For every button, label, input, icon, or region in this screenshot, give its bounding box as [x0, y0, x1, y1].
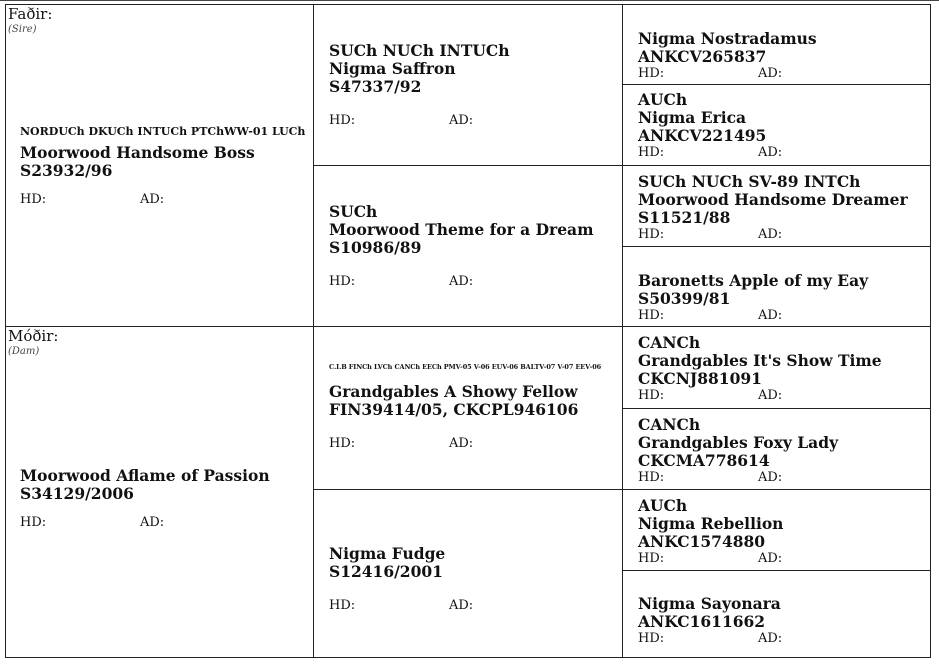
dam-sire-name: Grandgables A Showy Fellow	[329, 382, 578, 401]
ggp-7-name: Nigma Rebellion	[638, 514, 784, 533]
hd-label: HD:	[20, 515, 47, 530]
hd-label: HD:	[638, 470, 665, 485]
top-rule	[0, 0, 939, 1]
sire-section-label: Faðir:	[8, 5, 53, 23]
ggp-cell-7	[622, 489, 931, 570]
dam-health	[20, 515, 270, 530]
hd-label: HD:	[329, 274, 356, 289]
sire-titles: NORDUCh DKUCh INTUCh PTChWW-01 LUCh	[20, 125, 306, 138]
hd-label: HD:	[329, 113, 356, 128]
hd-label: HD:	[638, 227, 665, 242]
sire-sire-name: Nigma Saffron	[329, 59, 456, 78]
sire-sire-titles: SUCh NUCh INTUCh	[329, 41, 510, 60]
ggp-5-reg: CKCNJ881091	[638, 369, 762, 388]
ggp-3-titles: SUCh NUCh SV-89 INTCh	[638, 172, 861, 191]
ggp-4-name: Baronetts Apple of my Eay	[638, 271, 869, 290]
ad-label: AD:	[449, 436, 474, 451]
ggp-8-name: Nigma Sayonara	[638, 594, 781, 613]
ad-label: AD:	[758, 631, 783, 646]
ggp-3-reg: S11521/88	[638, 208, 731, 227]
ad-label: AD:	[140, 192, 165, 207]
hd-label: HD:	[329, 598, 356, 613]
hd-label: HD:	[638, 551, 665, 566]
sire-sire-health	[329, 113, 509, 128]
sire-sire-reg: S47337/92	[329, 77, 422, 96]
ggp-6-name: Grandgables Foxy Lady	[638, 433, 839, 452]
hd-label: HD:	[20, 192, 47, 207]
dam-dam-name: Nigma Fudge	[329, 544, 446, 563]
sire-dam-name: Moorwood Theme for a Dream	[329, 220, 594, 239]
ggp-8-health	[638, 631, 781, 646]
ggp-5-name: Grandgables It's Show Time	[638, 351, 882, 370]
ggp-2-titles: AUCh	[638, 90, 688, 109]
ggp-5-titles: CANCh	[638, 333, 701, 352]
ggp-5-health	[638, 388, 882, 403]
sire-sire-cell	[313, 4, 622, 165]
ggp-7-health	[638, 551, 783, 566]
sire-cell	[5, 4, 313, 326]
sire-dam-titles: SUCh	[329, 202, 378, 221]
ad-label: AD:	[758, 227, 783, 242]
sire-name: Moorwood Handsome Boss	[20, 143, 255, 162]
ad-label: AD:	[758, 470, 783, 485]
sire-dam-health	[329, 274, 594, 289]
ggp-1-reg: ANKCV265837	[638, 47, 767, 66]
ad-label: AD:	[758, 66, 783, 81]
dam-section-sublabel: (Dam)	[8, 346, 40, 357]
ggp-7-reg: ANKC1574880	[638, 532, 766, 551]
ad-label: AD:	[140, 515, 165, 530]
ggp-2-reg: ANKCV221495	[638, 126, 767, 145]
hd-label: HD:	[638, 388, 665, 403]
ggp-2-health	[638, 145, 783, 160]
sire-health	[20, 192, 305, 207]
ggp-cell-5	[622, 326, 931, 408]
hd-label: HD:	[638, 308, 665, 323]
ggp-cell-6	[622, 408, 931, 489]
dam-dam-cell	[313, 489, 622, 658]
ggp-3-name: Moorwood Handsome Dreamer	[638, 190, 908, 209]
sire-dam-reg: S10986/89	[329, 238, 422, 257]
ggp-3-health	[638, 227, 908, 242]
ad-label: AD:	[449, 598, 474, 613]
ggp-6-health	[638, 470, 838, 485]
hd-label: HD:	[638, 631, 665, 646]
ggp-4-reg: S50399/81	[638, 289, 731, 308]
dam-name: Moorwood Aflame of Passion	[20, 466, 270, 485]
ad-label: AD:	[449, 113, 474, 128]
hd-label: HD:	[329, 436, 356, 451]
ggp-4-health	[638, 308, 868, 323]
sire-reg: S23932/96	[20, 161, 113, 180]
sire-dam-cell	[313, 165, 622, 326]
ggp-6-reg: CKCMA778614	[638, 451, 770, 470]
ad-label: AD:	[758, 551, 783, 566]
ggp-6-titles: CANCh	[638, 415, 701, 434]
ggp-cell-3	[622, 165, 931, 246]
ggp-1-health	[638, 66, 817, 81]
ggp-2-name: Nigma Erica	[638, 108, 747, 127]
dam-sire-health	[329, 436, 601, 451]
ad-label: AD:	[449, 274, 474, 289]
ggp-8-reg: ANKC1611662	[638, 612, 766, 631]
dam-cell	[5, 326, 313, 658]
ad-label: AD:	[758, 145, 783, 160]
ggp-1-name: Nigma Nostradamus	[638, 29, 817, 48]
ggp-7-titles: AUCh	[638, 496, 688, 515]
dam-reg: S34129/2006	[20, 484, 134, 503]
sire-section-sublabel: (Sire)	[8, 24, 37, 35]
dam-section-label: Móðir:	[8, 327, 59, 345]
hd-label: HD:	[638, 145, 665, 160]
dam-sire-cell	[313, 326, 622, 489]
dam-sire-reg: FIN39414/05, CKCPL946106	[329, 400, 579, 419]
ggp-cell-4	[622, 246, 931, 326]
ggp-cell-8	[622, 570, 931, 658]
hd-label: HD:	[638, 66, 665, 81]
ggp-cell-2	[622, 84, 931, 165]
ggp-cell-1	[622, 4, 931, 84]
dam-dam-health	[329, 598, 474, 613]
ad-label: AD:	[758, 388, 783, 403]
ad-label: AD:	[758, 308, 783, 323]
dam-dam-reg: S12416/2001	[329, 562, 443, 581]
dam-sire-titles: C.I.B FINCh LVCh CANCh EECh PMV-05 V-06 EUV-06 BALTV-07 V-07 EEV-06	[329, 363, 602, 371]
